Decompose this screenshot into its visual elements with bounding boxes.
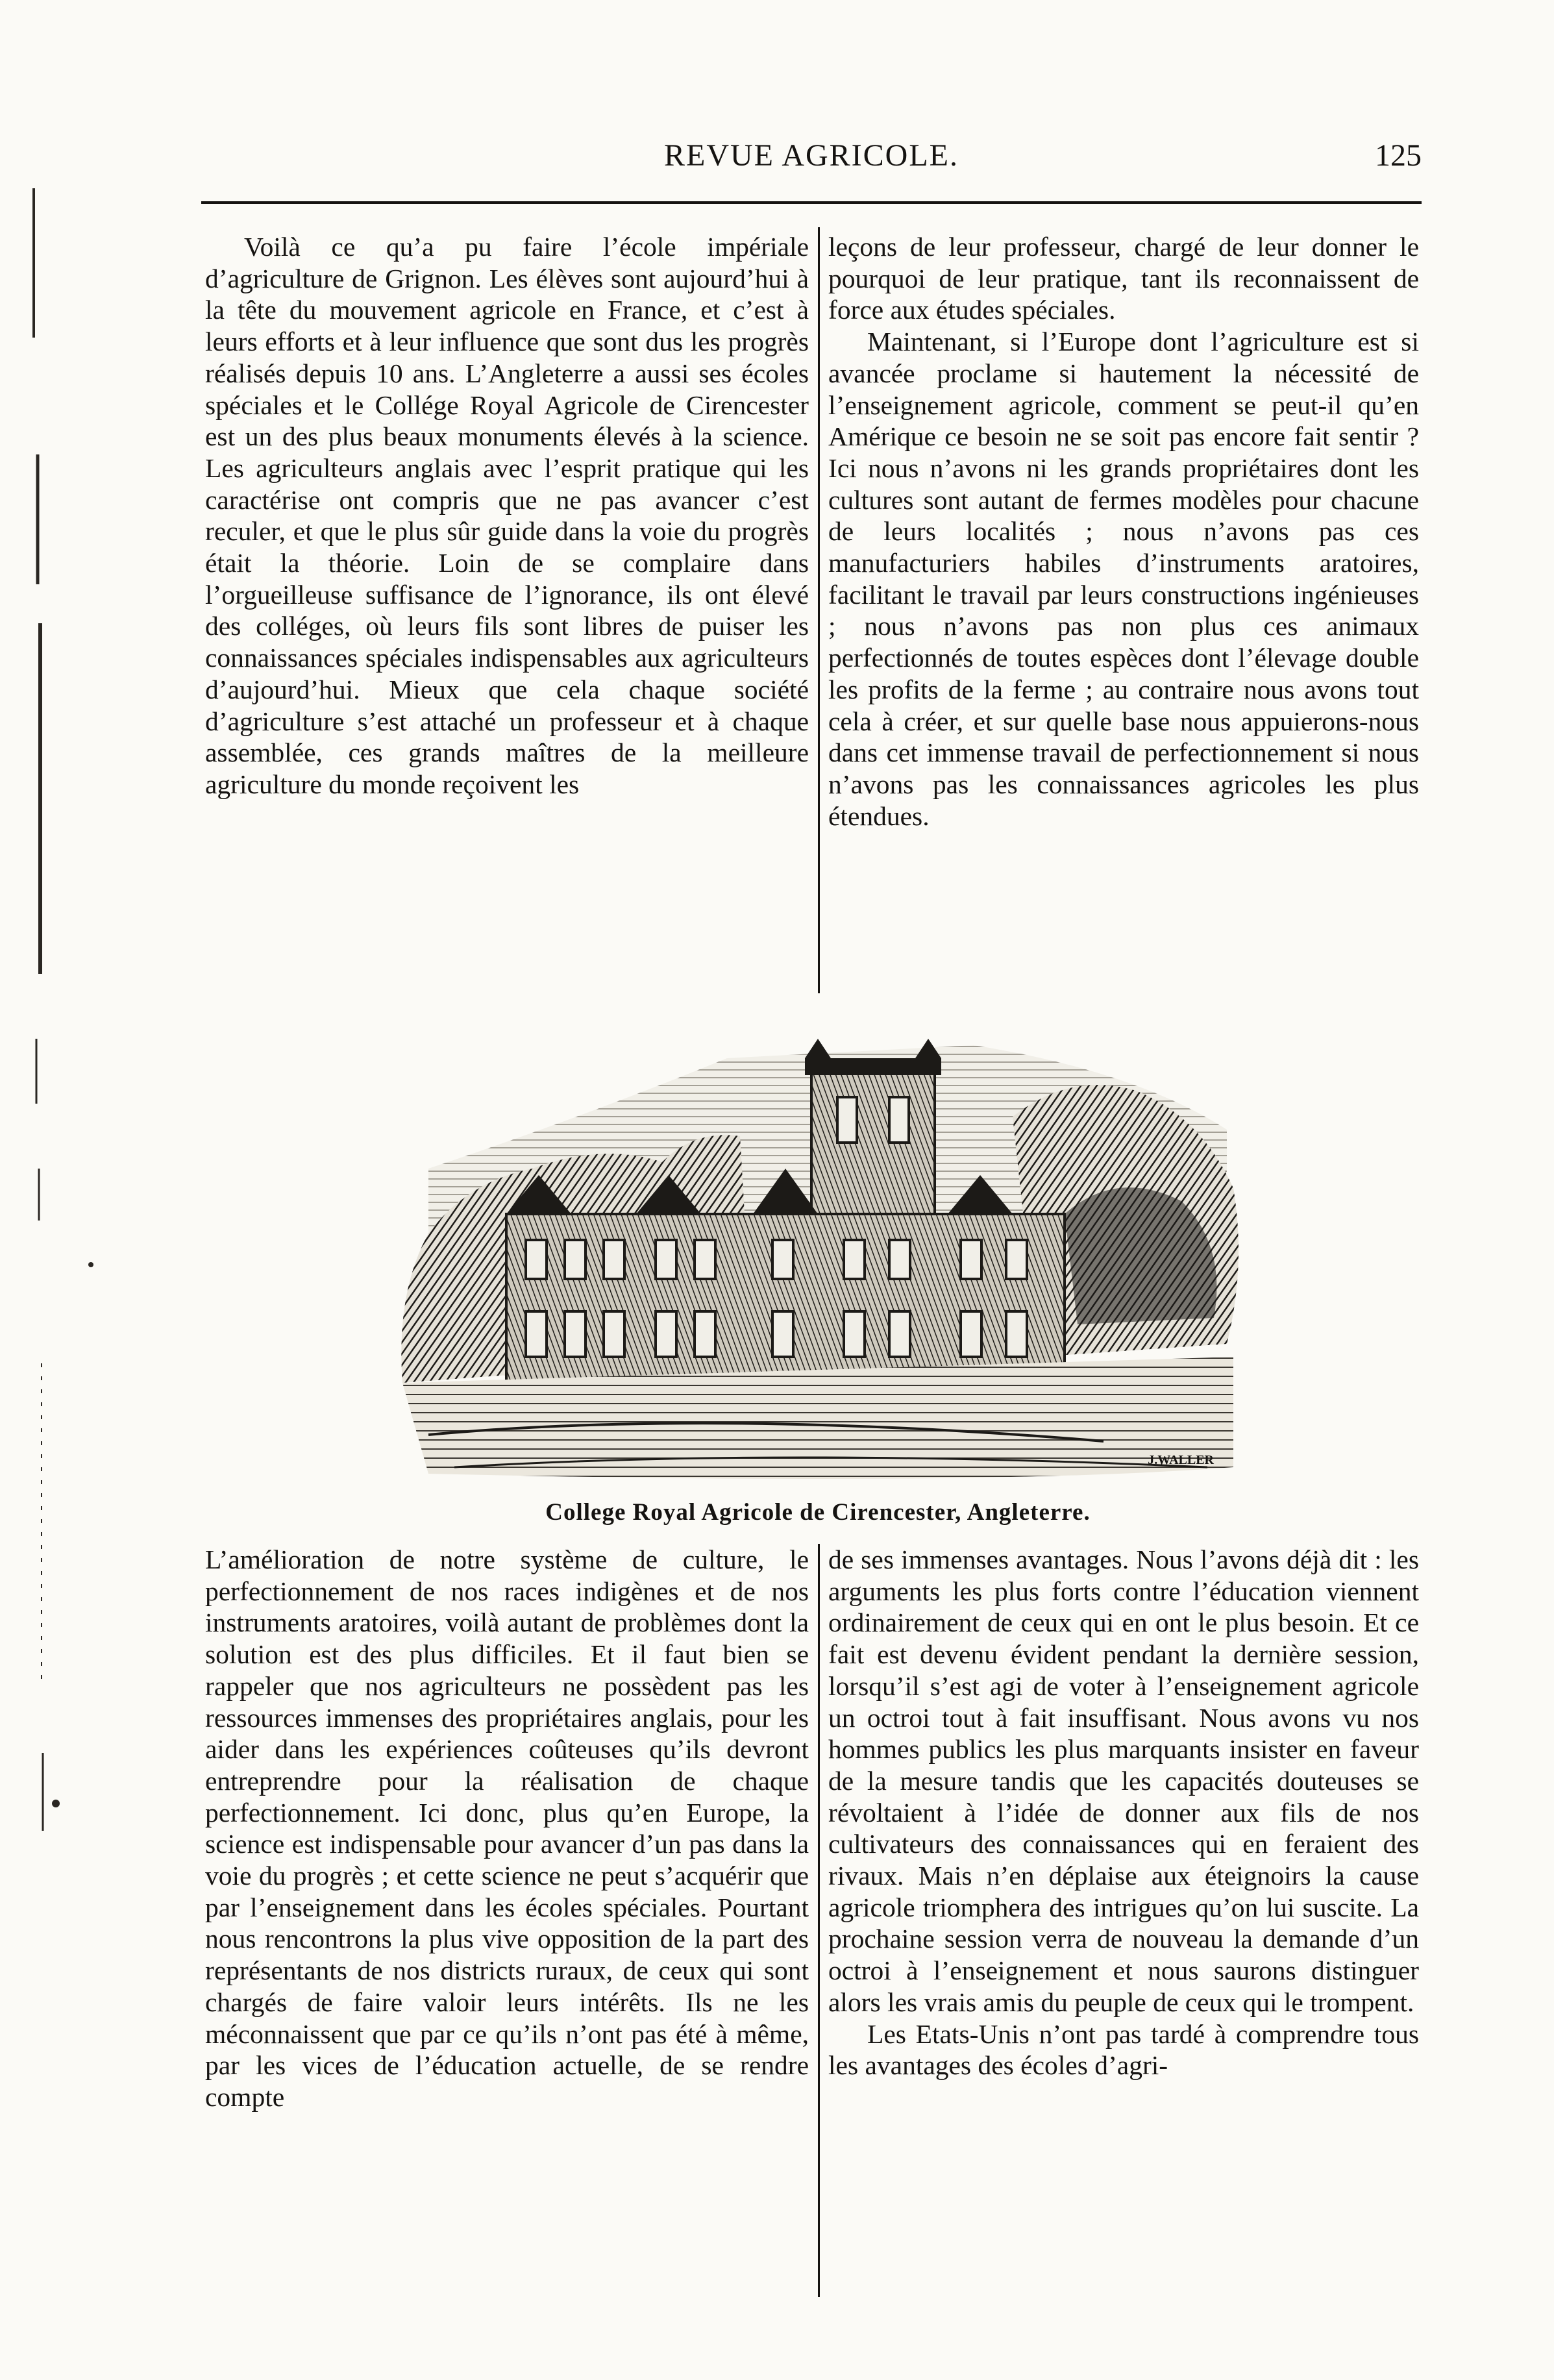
paragraph: Les Etats-Unis n’ont pas tardé à comprendre tous les avantages des écoles d’agri-	[828, 2018, 1419, 2081]
paragraph: Maintenant, si l’Europe dont l’agriculture est si avancée proclame si hautement la nécessité de l’enseignement agricole, comment se peut-il qu’en Amérique ce besoin ne se soit pas encore fait sentir ? Ici nous n’avons ni les grands propriétaires dont les cultures sont autant de fermes modèles pour chacune de leurs localités ; nous n’avons pas ces manufacturiers habiles d’instruments aratoires, facilitant le travail par leurs constructions ingénieuses ; nous n’avons pas non plus ces animaux perfectionnés de toutes espèces dont l’élevage double les profits de la ferme ; au contraire nous avons tout cela à créer, et sur quelle base nous appuierons-nous dans cet immense travail de perfectionnement si nous n’avons pas les connaissances agricoles les plus étendues.	[828, 327, 1419, 831]
paragraph: de ses immenses avantages. Nous l’avons déjà dit : les arguments les plus forts contre l’éducation viennent ordinairement de ceux qui en ont le plus besoin. Et ce fait est devenu évident pendant la dernière session, lorsqu’il s’est agi de voter à l’enseignement agricole un octroi tout à fait insuffisant. Nous avons vu nos hommes publics les plus marquants insister en faveur de la mesure tandis que les capacités douteuses se révoltaient à l’idée de donner aux fils de nos cultivateurs des connaissances qui en feraient des rivaux. Mais n’en déplaise aux éteignoirs la cause agricole triomphera des intrigues qu’on lui suscite. La prochaine session verra de nouveau la demande d’un octroi à l’enseignement et nous saurons distinguer alors les vrais amis du peuple de ceux qui le trompent.	[828, 1544, 1419, 2017]
column-left-bottom	[205, 1544, 809, 2113]
engraving-college-cirencester	[389, 1019, 1246, 1500]
engraving-illustration	[389, 1019, 1246, 1500]
engraver-signature: J.WALLER	[1148, 1453, 1214, 1467]
figure-caption: College Royal Agricole de Cirencester, Angleterre.	[545, 1499, 1091, 1526]
header-rule	[201, 201, 1422, 204]
page-number: 125	[1375, 138, 1422, 173]
paragraph: L’amélioration de notre système de culture, le perfectionnement de nos races indigènes et de nos instruments aratoires, voilà autant de problèmes dont la solution est des plus difficiles. Et il faut bien se rappeler que nos agriculteurs ne possèdent pas les ressources immenses des propriétaires anglais, pour les aider dans les expériences coûteuses qu’ils devront entreprendre pour la réalisation de chaque perfectionnement. Ici donc, plus qu’en Europe, la science est indispensable pour avancer d’un pas dans la voie du progrès ; et cette science ne peut s’acquérir que par l’enseignement dans les écoles spéciales. Pourtant nous rencontrons la plus vive opposition de la part des représentants de nos districts ruraux, de ceux qui sont chargés de faire valoir leurs intérêts. Ils ne les méconnaissent que par ce qu’ils n’ont pas été à même, par les vices de l’éducation actuelle, de se rendre compte	[205, 1544, 809, 2112]
scan-margin-marks	[0, 0, 104, 2380]
running-head: REVUE AGRICOLE.	[664, 138, 959, 173]
column-right-top	[828, 231, 1419, 832]
column-divider-bottom	[818, 1544, 820, 2297]
paragraph: leçons de leur professeur, chargé de leur donner le pourquoi de leur pratique, tant ils reconnaissent de force aux études spéciales.	[828, 232, 1419, 325]
column-divider-top	[818, 227, 820, 993]
column-left-top	[205, 231, 809, 800]
column-right-bottom	[828, 1544, 1419, 2081]
paragraph: Voilà ce qu’a pu faire l’école impériale d’agriculture de Grignon. Les élèves sont aujourd’hui à la tête du mouvement agricole en France, et c’est à leurs efforts et à leur influence que sont dus les progrès réalisés depuis 10 ans. L’Angleterre a aussi ses écoles spéciales et le Collége Royal Agricole de Cirencester est un des plus beaux monuments élevés à la science. Les agriculteurs anglais avec l’esprit pratique qui les caractérise ont compris que ne pas avancer c’est reculer, et que le plus sûr guide dans la voie du progrès était la théorie. Loin de se complaire dans l’orgueilleuse suffisance de l’ignorance, ils ont élevé des colléges, où leurs fils sont libres de puiser les connaissances spéciales indispensables aux agriculteurs d’aujourd’hui. Mieux que cela chaque société d’agriculture s’est attaché un professeur et à chaque assemblée, ces grands maîtres de la meilleure agriculture du monde reçoivent les	[205, 232, 809, 799]
page-header	[201, 138, 1422, 183]
